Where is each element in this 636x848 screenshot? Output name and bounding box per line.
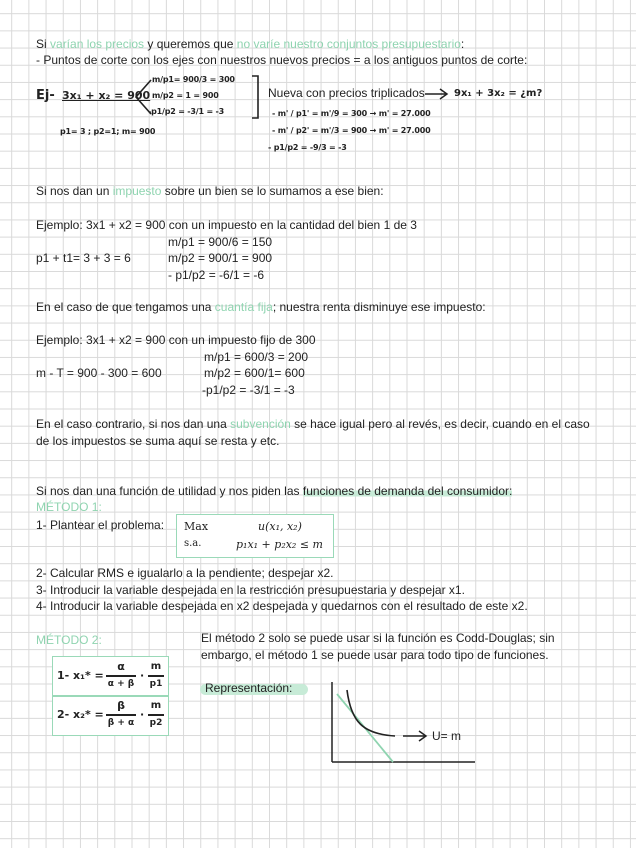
dot: ·: [140, 669, 145, 682]
sec2-calc-2: m/p2 = 900/1 = 900: [168, 251, 273, 265]
sec2-calc-1: m/p1 = 900/6 = 150: [168, 235, 273, 249]
sec1-line1: [36, 37, 464, 52]
formula-2-p: p2: [149, 718, 163, 728]
nueva-calc-3: - p1/p2 = -9/3 = -3: [268, 143, 347, 152]
highlight-demanda: funciones de demanda del consumidor:: [302, 484, 513, 498]
step-2: 2- Calcular RMS e igualarlo a la pendiente; despejar x2.: [36, 566, 334, 580]
ej-params: p1= 3 ; p2=1; m= 900: [60, 127, 156, 136]
sa-label: s.a.: [184, 538, 202, 549]
text: se hace igual pero al revés, es decir, cuando en el caso: [290, 417, 590, 431]
formula-2-den: β + α: [107, 718, 135, 728]
text: Si nos dan una función de utilidad y nos piden las: [36, 484, 303, 498]
metodo2-heading: MÉTODO 2:: [36, 633, 102, 647]
text: :: [460, 37, 465, 51]
formula-1-label: 1- x₁* =: [57, 669, 104, 682]
ej-label: Ej-: [36, 88, 55, 103]
sec1-line2: - Puntos de corte con los ejes con nuestros nuevos precios = a los antiguos puntos de corte:: [36, 53, 528, 67]
step-1: 1- Plantear el problema:: [36, 518, 165, 532]
keyword-cuantia: cuantía fija: [214, 300, 273, 314]
nueva-calc-1: - m' / p1' = m'/9 = 300 → m' = 27.000: [272, 109, 431, 118]
arrow-right-icon: [424, 88, 450, 100]
keyword-subvencion: subvención: [230, 417, 291, 431]
dot: ·: [140, 708, 145, 721]
keyword-impuesto: impuesto: [112, 184, 162, 198]
max-expression: u(x₁, x₂): [258, 520, 302, 533]
max-label: Max: [184, 520, 209, 533]
formula-1-num: α: [117, 660, 125, 673]
formula-1-den: α + β: [107, 679, 135, 689]
text: Si nos dan un: [36, 184, 113, 198]
formula-2-num: β: [117, 699, 125, 712]
text: Si: [36, 37, 51, 51]
metodo2-note-2: embargo, el método 1 se puede usar para todo tipo de funciones.: [201, 648, 549, 662]
sec3-example: Ejemplo: 3x1 + x2 = 900 con un impuesto fijo de 300: [36, 333, 316, 347]
text: En el caso de que tengamos una: [36, 300, 215, 314]
sec2-calc-3: - p1/p2 = -6/1 = -6: [168, 268, 265, 282]
sec2-line1: [36, 184, 384, 199]
sa-expression: p₁x₁ + p₂x₂ ≤ m: [236, 538, 323, 551]
formula-2-m: m: [150, 700, 162, 711]
u-label: U= m: [432, 729, 462, 743]
sec3-calc-2: m/p2 = 600/1= 600: [204, 366, 305, 380]
nueva-equation: 9x₁ + 3x₂ = ¿m?: [454, 88, 543, 99]
ej-calc-3: -p1/p2 = -3/1 = -3: [148, 107, 225, 116]
ej-calc-1: m/p1= 900/3 = 300: [152, 75, 235, 84]
step-3: 3- Introducir la variable despejada en la restricción presupuestaria y despejar x1.: [36, 583, 465, 597]
sec4-line1: [36, 417, 590, 432]
sec3-left: m - T = 900 - 300 = 600: [36, 366, 162, 380]
metodo1-heading: MÉTODO 1:: [36, 500, 102, 514]
ej-calc-2: m/p2 = 1 = 900: [152, 91, 219, 100]
arrow-right-icon: [403, 731, 426, 741]
nueva-label: Nueva con precios triplicados: [268, 86, 425, 100]
formula-2-label: 2- x₂* =: [57, 708, 104, 721]
text: sobre un bien se lo sumamos a ese bien:: [161, 184, 384, 198]
keyword-precios: varían los precios: [50, 37, 145, 51]
text: y queremos que: [144, 37, 237, 51]
keyword-conjunto: no varíe nuestro conjuntos presupuestario: [236, 37, 461, 51]
brace-right-icon: [250, 74, 262, 120]
nueva-calc-2: - m' / p2' = m'/3 = 900 → m' = 27.000: [272, 126, 431, 135]
ej-equation: 3x₁ + x₂ = 900: [62, 89, 151, 102]
sec3-calc-3: -p1/p2 = -3/1 = -3: [202, 383, 295, 397]
metodo2-note-1: El método 2 solo se puede usar si la función es Codd-Douglas; sin: [201, 631, 555, 645]
indifference-curve-graph: [325, 676, 485, 766]
sec2-example: Ejemplo: 3x1 + x2 = 900 con un impuesto en la cantidad del bien 1 de 3: [36, 218, 417, 232]
sec4-line2: de los impuestos se suma aquí se resta y etc.: [36, 434, 280, 448]
sec3-calc-1: m/p1 = 600/3 = 200: [204, 350, 309, 364]
formula-1-m: m: [150, 661, 162, 672]
sec5-line1: [36, 484, 512, 499]
repr-label: Representación:: [205, 681, 293, 695]
text: ; nuestra renta disminuye ese impuesto:: [272, 300, 486, 314]
sec3-line1: [36, 300, 486, 315]
text: En el caso contrario, si nos dan una: [36, 417, 231, 431]
utility-curve: [347, 690, 395, 736]
sec2-left: p1 + t1= 3 + 3 = 6: [36, 251, 131, 265]
step-4: 4- Introducir la variable despejada en x2 despejada y quedarnos con el resultado de este x2.: [36, 599, 528, 613]
formula-1-p: p1: [149, 679, 163, 689]
